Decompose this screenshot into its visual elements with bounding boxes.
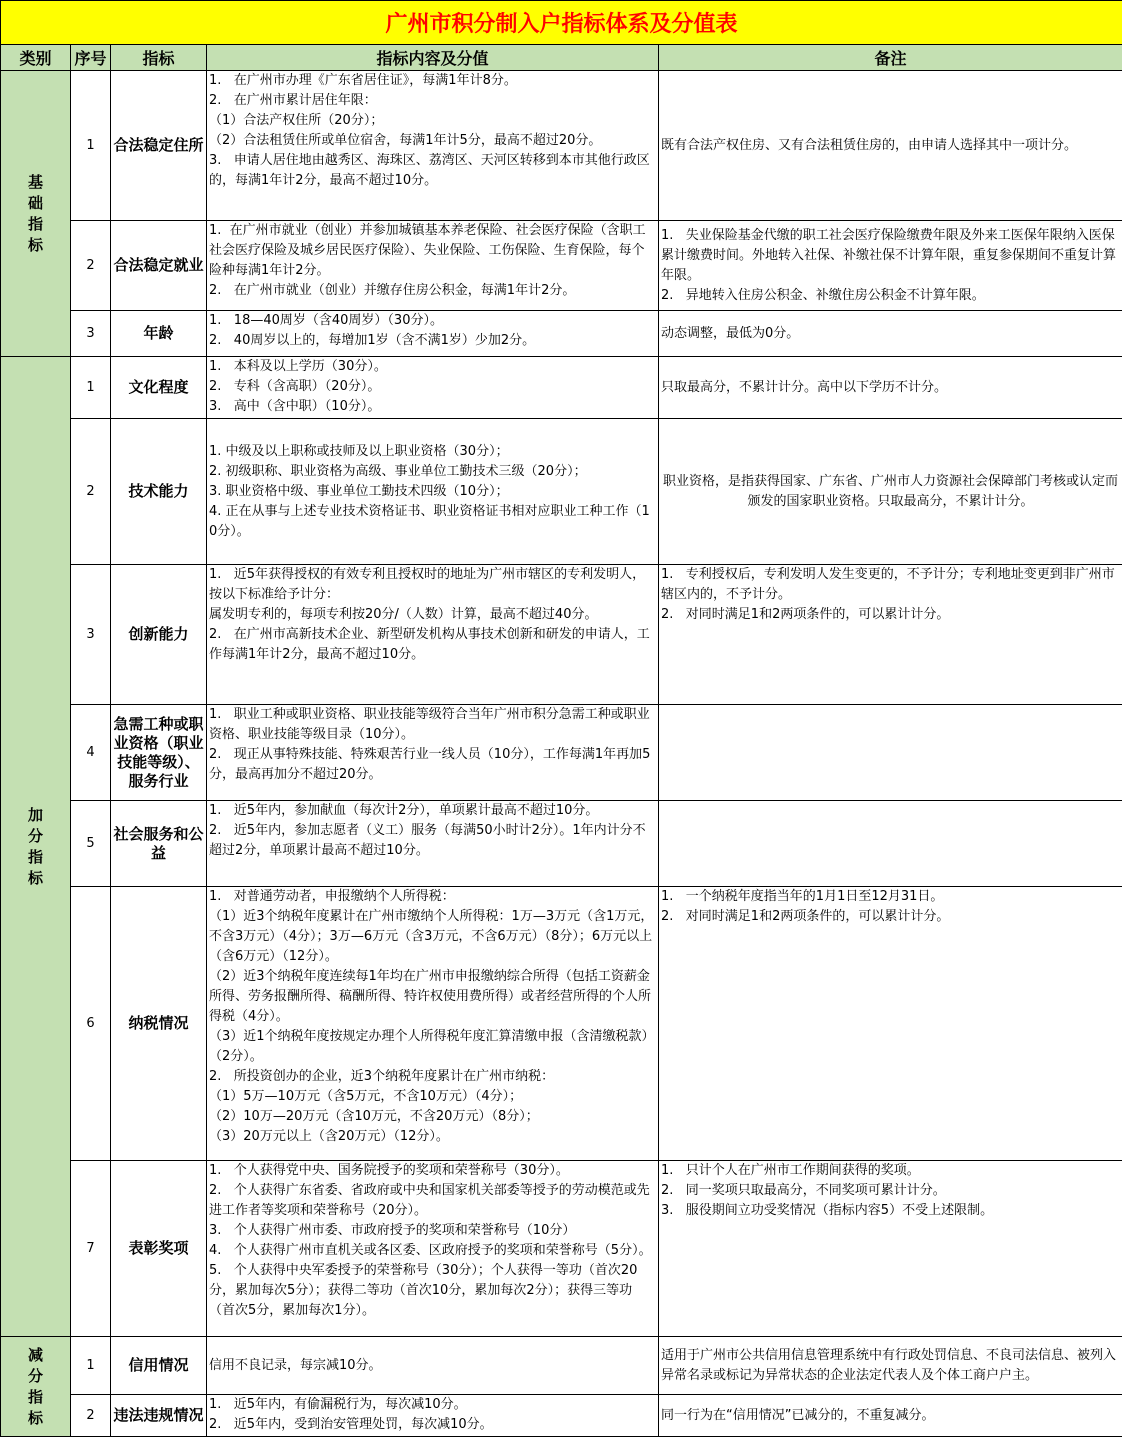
content-cell [207,1395,659,1437]
indicator-cell: 创新能力 [111,565,207,705]
indicator-cell: 合法稳定就业 [111,221,207,311]
seq-cell: 1 [71,357,111,419]
seq-cell: 5 [71,801,111,887]
content-line: 2. 在广州市高新技术企业、新型研发机构从事技术创新和研发的申请人，工作每满1年计2分，最高不超过10分。 [209,625,656,665]
seq-cell: 6 [71,887,111,1161]
seq-cell: 3 [71,565,111,705]
content-cell [207,1161,659,1337]
indicator-cell: 信用情况 [111,1337,207,1395]
note-line: 动态调整，最低为0分。 [661,324,1120,344]
content-cell [207,565,659,705]
content-cell [207,311,659,357]
content-line: 2. 近5年内，参加志愿者（义工）服务（每满50小时计2分）。1年内计分不超过2分，单项累计最高不超过10分。 [209,821,656,861]
indicator-cell: 技术能力 [111,419,207,565]
indicator-cell: 社会服务和公益 [111,801,207,887]
content-line: 1. 职业工种或职业资格、职业技能等级符合当年广州市积分急需工种或职业资格、职业技能等级目录（10分）。 [209,705,656,745]
content-line: 2. 在广州市累计居住年限： [209,91,656,111]
header-indicator: 指标 [111,45,207,71]
note-line: 2. 对同时满足1和2两项条件的，可以累计计分。 [661,605,1120,625]
content-cell [207,419,659,565]
note-line: 只取最高分，不累计计分。高中以下学历不计分。 [661,378,1120,398]
content-line: 2. 所投资创办的企业，近3个纳税年度累计在广州市纳税： [209,1067,656,1087]
content-line: （3）近1个纳税年度按规定办理个人所得税年度汇算清缴申报（含清缴税款）（2分）。 [209,1027,656,1067]
content-line: （2）合法租赁住所或单位宿舍，每满1年计5分，最高不超过20分。 [209,131,656,151]
content-line: （2）10万—20万元（含10万元，不含20万元）（8分）； [209,1107,656,1127]
table-row [1,221,1122,311]
category-label: 加分指标 [27,805,45,889]
header-note: 备注 [659,45,1122,71]
content-line: 1. 个人获得党中央、国务院授予的奖项和荣誉称号（30分）。 [209,1161,656,1181]
content-line: 3. 个人获得广州市委、市政府授予的奖项和荣誉称号（10分） [209,1221,656,1241]
table-row [1,801,1122,887]
note-cell [659,801,1122,887]
content-cell [207,71,659,221]
indicator-cell: 合法稳定住所 [111,71,207,221]
note-cell [659,705,1122,801]
table-row [1,1395,1122,1437]
note-cell [659,357,1122,419]
note-line: 适用于广州市公共信用信息管理系统中有行政处罚信息、不良司法信息、被列入异常名录或标记为异常状态的企业法定代表人及个体工商户户主。 [661,1346,1120,1386]
note-line: 2. 同一奖项只取最高分，不同奖项可累计计分。 [661,1181,1120,1201]
category-basic [1,71,71,357]
content-line: 2. 初级职称、职业资格为高级、事业单位工勤技术三级（20分）； [209,462,656,482]
content-line: （1）5万—10万元（含5万元，不含10万元）（4分）； [209,1087,656,1107]
seq-cell: 1 [71,1337,111,1395]
note-line: 1. 失业保险基金代缴的职工社会医疗保险缴费年限及外来工医保年限纳入医保累计缴费时间。外地转入社保、补缴社保不计算年限，重复参保期间不重复计算年限。 [661,226,1120,286]
content-line: 2. 专科（含高职）（20分）。 [209,377,656,397]
table-row [1,419,1122,565]
note-line: 同一行为在“信用情况”已减分的，不重复减分。 [661,1406,1120,1426]
note-cell [659,221,1122,311]
category-label: 基础指标 [27,172,45,256]
note-line: 2. 异地转入住房公积金、补缴住房公积金不计算年限。 [661,286,1120,306]
content-line: 3. 申请人居住地由越秀区、海珠区、荔湾区、天河区转移到本市其他行政区的，每满1年计2分，最高不超过10分。 [209,151,656,191]
note-cell [659,1161,1122,1337]
table-row [1,565,1122,705]
table-row [1,705,1122,801]
content-line: 1. 对普通劳动者，申报缴纳个人所得税： [209,887,656,907]
note-cell [659,419,1122,565]
content-line: 1. 在广州市就业（创业）并参加城镇基本养老保险、社会医疗保险（含职工社会医疗保险及城乡居民医疗保险）、失业保险、工伤保险、生育保险，每个险种每满1年计2分。 [209,221,656,281]
content-line: 3. 高中（含中职）（10分）。 [209,397,656,417]
content-line: 1. 近5年内，有偷漏税行为，每次减10分。 [209,1395,656,1415]
seq-cell: 3 [71,311,111,357]
table-row [1,887,1122,1161]
category-label: 减分指标 [27,1345,45,1429]
seq-cell: 2 [71,419,111,565]
category-minus [1,1337,71,1437]
content-cell [207,221,659,311]
indicator-cell: 文化程度 [111,357,207,419]
seq-cell: 7 [71,1161,111,1337]
content-line: 1. 18—40周岁（含40周岁）（30分）。 [209,311,656,331]
content-line: 4. 正在从事与上述专业技术资格证书、职业资格证书相对应职业工种工作（10分）。 [209,502,656,542]
note-cell [659,1337,1122,1395]
note-cell [659,311,1122,357]
seq-cell: 2 [71,1395,111,1437]
content-line: 1. 在广州市办理《广东省居住证》，每满1年计8分。 [209,71,656,91]
note-line: 1. 一个纳税年度指当年的1月1日至12月31日。 [661,887,1120,907]
content-line: 2. 现正从事特殊技能、特殊艰苦行业一线人员（10分），工作每满1年再加5分，最高再加分不超过20分。 [209,745,656,785]
note-cell [659,1395,1122,1437]
content-line: 2. 个人获得广东省委、省政府或中央和国家机关部委等授予的劳动模范或先进工作者等奖项和荣誉称号（20分）。 [209,1181,656,1221]
header-seq: 序号 [71,45,111,71]
indicator-cell: 表彰奖项 [111,1161,207,1337]
content-line: 1. 近5年获得授权的有效专利且授权时的地址为广州市辖区的专利发明人，按以下标准给予计分： [209,565,656,605]
content-line: 2. 在广州市就业（创业）并缴存住房公积金，每满1年计2分。 [209,281,656,301]
note-cell [659,71,1122,221]
note-line: 1. 专利授权后，专利发明人发生变更的，不予计分；专利地址变更到非广州市辖区内的，不予计分。 [661,565,1120,605]
note-line: 既有合法产权住房、又有合法租赁住房的，由申请人选择其中一项计分。 [661,136,1120,156]
note-line: 1. 只计个人在广州市工作期间获得的奖项。 [661,1161,1120,1181]
table-row [1,1337,1122,1395]
note-cell [659,565,1122,705]
seq-cell: 2 [71,221,111,311]
table-row [1,71,1122,221]
content-line: 3. 职业资格中级、事业单位工勤技术四级（10分）； [209,482,656,502]
seq-cell: 4 [71,705,111,801]
content-line: 4. 个人获得广州市直机关或各区委、区政府授予的奖项和荣誉称号（5分）。 [209,1241,656,1261]
indicator-cell: 年龄 [111,311,207,357]
content-cell [207,705,659,801]
content-line: 2. 近5年内，受到治安管理处罚，每次减10分。 [209,1415,656,1435]
content-line: 属发明专利的，每项专利按20分/（人数）计算，最高不超过40分。 [209,605,656,625]
content-cell [207,1337,659,1395]
content-cell [207,357,659,419]
note-line: 2. 对同时满足1和2两项条件的，可以累计计分。 [661,907,1120,927]
content-line: （2）近3个纳税年度连续每1年均在广州市申报缴纳综合所得（包括工资薪金所得、劳务报酬所得、稿酬所得、特许权使用费所得）或者经营所得的个人所得税（4分）。 [209,967,656,1027]
content-line: 2. 40周岁以上的，每增加1岁（含不满1岁）少加2分。 [209,331,656,351]
content-line: （1）近3个纳税年度累计在广州市缴纳个人所得税：1万—3万元（含1万元，不含3万元）（4分）；3万—6万元（含3万元，不含6万元）（8分）；6万元以上（含6万元）（12分）。 [209,907,656,967]
content-line: 1. 中级及以上职称或技师及以上职业资格（30分）； [209,442,656,462]
indicator-cell: 违法违规情况 [111,1395,207,1437]
indicator-cell: 纳税情况 [111,887,207,1161]
indicator-cell: 急需工种或职业资格（职业技能等级）、服务行业 [111,705,207,801]
content-line: （3）20万元以上（含20万元）（12分）。 [209,1127,656,1147]
note-line: 3. 服役期间立功受奖情况（指标内容5）不受上述限制。 [661,1201,1120,1221]
content-cell [207,887,659,1161]
note-line: 职业资格，是指获得国家、广东省、广州市人力资源社会保障部门考核或认定而颁发的国家职业资格。只取最高分，不累计计分。 [661,472,1120,512]
header-category: 类别 [1,45,71,71]
content-line: 5. 个人获得中央军委授予的荣誉称号（30分）；个人获得一等功（首次20分，累加每次5分）；获得二等功（首次10分，累加每次2分）；获得三等功（首次5分，累加每次1分）。 [209,1261,656,1321]
content-line: 1. 近5年内，参加献血（每次计2分），单项累计最高不超过10分。 [209,801,656,821]
content-line: 信用不良记录，每宗减10分。 [209,1356,656,1376]
page-title: 广州市积分制入户指标体系及分值表 [1,1,1122,45]
content-line: （1）合法产权住所（20分）； [209,111,656,131]
table-row [1,1161,1122,1337]
content-cell [207,801,659,887]
table-row [1,357,1122,419]
category-bonus [1,357,71,1337]
note-cell [659,887,1122,1161]
header-content: 指标内容及分值 [207,45,659,71]
content-line: 1. 本科及以上学历（30分）。 [209,357,656,377]
table-row [1,311,1122,357]
seq-cell: 1 [71,71,111,221]
